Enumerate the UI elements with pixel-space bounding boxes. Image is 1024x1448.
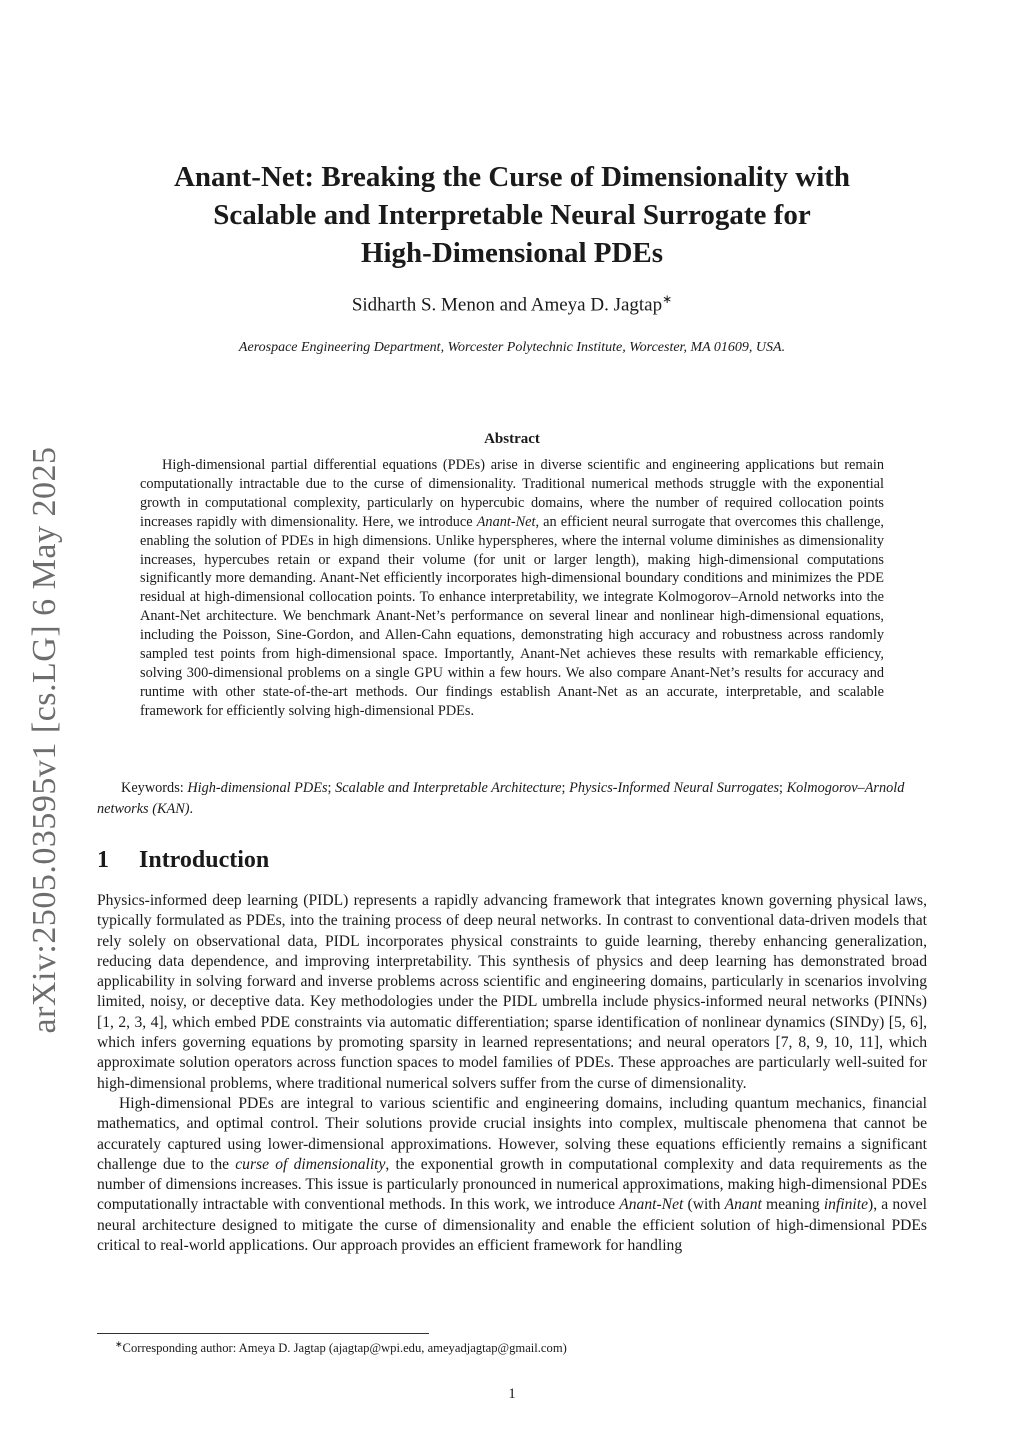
p2-text-i: ), a novel neural architecture designed to mitigate the curse of dimensionality and enable the efficient solution of high-dimensional PDEs critical to real-world applications. Our approach provides an efficient framework for handling bbox=[97, 1196, 927, 1255]
p2-text-e: (with bbox=[683, 1196, 725, 1214]
p2-emph-anantnet: Anant-Net bbox=[619, 1196, 684, 1214]
keywords bbox=[97, 778, 927, 820]
keyword-2: Scalable and Interpretable Architecture bbox=[335, 780, 562, 796]
keywords-label: Keywords: bbox=[121, 780, 184, 796]
keyword-sep-2: ; bbox=[561, 780, 566, 796]
abstract-text bbox=[140, 456, 884, 721]
corresponding-mark: ∗ bbox=[662, 292, 673, 306]
abstract-term: Anant-Net bbox=[476, 513, 536, 530]
footnote-rule bbox=[97, 1333, 429, 1334]
section-title: Introduction bbox=[139, 847, 270, 873]
keyword-1: High-dimensional PDEs bbox=[187, 780, 328, 796]
affiliation: Aerospace Engineering Department, Worcester Polytechnic Institute, Worcester, MA 01609, USA. bbox=[238, 340, 786, 355]
author-names: Sidharth S. Menon and Ameya D. Jagtap bbox=[351, 294, 663, 316]
title-line-3: High-Dimensional PDEs bbox=[360, 237, 664, 269]
abstract-part-2: , an efficient neural surrogate that overcomes this challenge, enabling the solution of PDEs in high dimensions. Unlike hyperspheres, where the internal volume diminishes as dimensionality increases, hypercubes retain or expand their volume (for unit or larger length), making high-dimensional computations significantly more demanding. Anant-Net efficiently incorporates high-dimensional boundary conditions and minimizes the PDE residual at high-dimensional collocation points. To enhance interpretability, we integrate Kolmogorov–Arnold networks into the Anant-Net architecture. We benchmark Anant-Net’s performance on several linear and nonlinear high-dimensional equations, including the Poisson, Sine-Gordon, and Allen-Cahn equations, demonstrating high accuracy and robustness across randomly sampled test points from high-dimensional space. Importantly, Anant-Net achieves these results with remarkable efficiency, solving 300-dimensional problems on a single GPU within a few hours. We also compare Anant-Net’s results for accuracy and runtime with other state-of-the-art methods. Our findings establish Anant-Net as an accurate, interpretable, and scalable framework for efficiently solving high-dimensional PDEs. bbox=[140, 513, 885, 719]
p2-text-a: High-dimensional PDEs are integral to various scientific and engineering domains, including quantum mechanics, financial mathematics, and optimal control. Their solutions provide crucial insights into complex, multiscale phenomena that cannot be accurately captured using lower-dimensional approximations. However, solving these equations efficiently remains a significant challenge due to the bbox=[97, 1094, 927, 1173]
p2-emph-anant: Anant bbox=[724, 1196, 762, 1214]
paragraph-2 bbox=[97, 1094, 927, 1256]
paper-title bbox=[100, 158, 924, 272]
title-line-2: Scalable and Interpretable Neural Surrogate for bbox=[213, 199, 811, 231]
p2-emph-infinite: infinite bbox=[823, 1196, 869, 1214]
arxiv-identifier: arXiv:2505.03595v1 [cs.LG] 6 May 2025 bbox=[26, 446, 63, 1034]
section-body bbox=[97, 891, 927, 1256]
footnote-text: Corresponding author: Ameya D. Jagtap (ajagtap@wpi.edu, ameyadjagtap@gmail.com) bbox=[122, 1341, 567, 1356]
keyword-4: Kolmogorov–Arnold networks (KAN) bbox=[97, 780, 905, 817]
p2-text-c: , the exponential growth in computational complexity and data requirements as the number of dimensions increases. This issue is particularly pronounced in numerical approximations, making high-dimensional PDEs computationally intractable with conventional methods. In this work, we introduce bbox=[97, 1155, 927, 1214]
footnote bbox=[97, 1336, 927, 1356]
author-list bbox=[100, 292, 924, 316]
p2-emph-curse: curse of dimensionality bbox=[235, 1155, 386, 1173]
footnote-mark: ∗ bbox=[115, 1339, 123, 1349]
paragraph-1: Physics-informed deep learning (PIDL) represents a rapidly advancing framework that integrates known governing physical laws, typically formulated as PDEs, into the training process of deep neural networks. In contrast to conventional data-driven models that rely solely on observational data, PIDL incorporates physical constraints to guide learning, thereby enhancing generalization, reducing data dependence, and improving interpretability. This synthesis of physics and deep learning has demonstrated broad applicability in solving forward and inverse problems across scientific and engineering domains, particularly in scenarios involving limited, noisy, or deceptive data. Key methodologies under the PIDL umbrella include physics-informed neural networks (PINNs) [1, 2, 3, 4], which embed PDE constraints via automatic differentiation; sparse identification of nonlinear dynamics (SINDy) [5, 6], which infers governing equations by promoting sparsity in learned representations; and neural operators [7, 8, 9, 10, 11], which approximate solution operators across function spaces to model families of PDEs. These approaches are particularly well-suited for high-dimensional problems, where traditional numerical solvers suffer from the curse of dimensionality. bbox=[97, 892, 927, 1092]
keywords-end: . bbox=[189, 801, 194, 817]
section-heading bbox=[97, 847, 269, 874]
keyword-3: Physics-Informed Neural Surrogates bbox=[569, 780, 780, 796]
section-number: 1 bbox=[97, 847, 109, 873]
abstract-heading: Abstract bbox=[484, 431, 540, 447]
p2-text-g: meaning bbox=[761, 1196, 824, 1214]
abstract-part-1: High-dimensional partial differential equations (PDEs) arise in diverse scientific and engineering applications but remain computationally intractable due to the curse of dimensionality. Traditional numerical methods struggle with the exponential growth in computational complexity, particularly on hypercubic domains, where the number of required collocation points increases rapidly with dimensionality. Here, we introduce bbox=[140, 457, 884, 530]
title-line-1: Anant-Net: Breaking the Curse of Dimensionality with bbox=[173, 161, 851, 193]
page-number: 1 bbox=[508, 1386, 516, 1402]
keyword-sep-1: ; bbox=[327, 780, 332, 796]
keyword-sep-3: ; bbox=[779, 780, 784, 796]
